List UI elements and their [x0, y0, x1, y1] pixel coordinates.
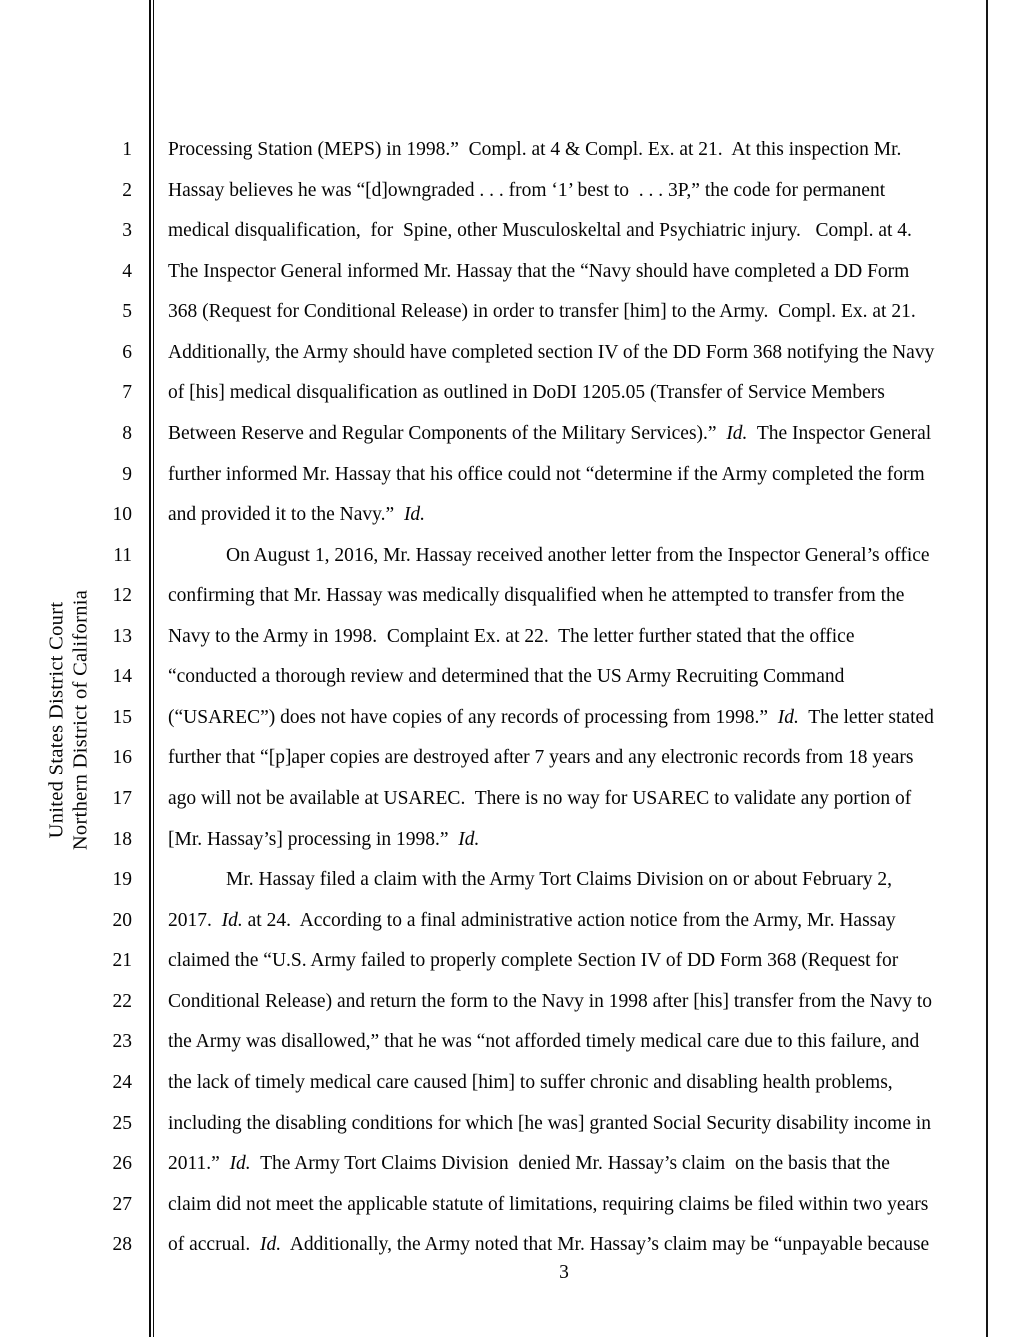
text-segment: On August 1, 2016, Mr. Hassay received another letter from the Inspector General’s office	[226, 544, 930, 566]
line-number: 23	[112, 1031, 132, 1053]
document-line	[0, 1063, 1023, 1104]
text-segment: The Inspector General	[747, 422, 932, 444]
line-text	[168, 698, 934, 739]
text-segment: further informed Mr. Hassay that his office could not “determine if the Army completed the form	[168, 463, 925, 485]
line-number: 10	[112, 504, 132, 526]
text-segment: claim did not meet the applicable statute of limitations, requiring claims be filed within two years	[168, 1193, 929, 1215]
line-text	[168, 495, 425, 536]
text-segment: 368 (Request for Conditional Release) in order to transfer [him] to the Army. Compl. Ex. at 21.	[168, 301, 916, 323]
document-line	[0, 1022, 1023, 1063]
text-segment: confirming that Mr. Hassay was medically disqualified when he attempted to transfer from the	[168, 585, 905, 607]
text-segment: Additionally, the Army should have completed section IV of the DD Form 368 notifying the Navy	[168, 341, 935, 363]
document-line	[0, 820, 1023, 861]
line-number: 17	[112, 788, 132, 809]
citation-italic: Id.	[260, 1234, 282, 1256]
document-line	[0, 1185, 1023, 1226]
line-number: 7	[122, 382, 132, 404]
text-segment: at 24. According to a final administrative action notice from the Army, Mr. Hassay	[242, 909, 896, 931]
text-segment: Mr. Hassay filed a claim with the Army Tort Claims Division on or about February 2,	[226, 869, 893, 891]
text-segment: “conducted a thorough review and determined that the US Army Recruiting Command	[168, 666, 845, 688]
text-segment: 2017.	[168, 909, 222, 931]
line-text	[168, 1022, 919, 1063]
document-line	[0, 1104, 1023, 1145]
line-number: 2	[122, 179, 132, 201]
document-line	[0, 455, 1023, 496]
line-number: 1	[122, 139, 132, 160]
citation-italic: Id.	[777, 706, 799, 728]
line-text	[168, 982, 932, 1023]
line-text	[168, 657, 844, 698]
document-line	[0, 738, 1023, 779]
text-segment: the lack of timely medical care caused [him] to suffer chronic and disabling health problems,	[168, 1071, 893, 1093]
line-text	[168, 211, 912, 252]
line-number: 11	[113, 544, 132, 566]
line-number: 14	[112, 666, 132, 688]
line-number: 19	[112, 869, 132, 891]
line-text	[168, 1104, 931, 1145]
document-line	[0, 171, 1023, 212]
text-segment: further that “[p]aper copies are destroyed after 7 years and any electronic records from 18 years	[168, 747, 914, 769]
document-line	[0, 536, 1023, 577]
line-number: 8	[122, 422, 132, 444]
document-line	[0, 373, 1023, 414]
line-number: 5	[122, 301, 132, 323]
document-line	[0, 657, 1023, 698]
text-segment: Conditional Release) and return the form to the Navy in 1998 after [his] transfer from the Navy to	[168, 990, 933, 1012]
line-number: 16	[112, 747, 132, 769]
line-text	[168, 455, 925, 496]
line-text	[168, 252, 909, 293]
citation-italic: Id.	[229, 1153, 251, 1175]
line-text	[226, 860, 892, 901]
document-line	[0, 414, 1023, 455]
line-number: 9	[122, 463, 132, 485]
line-text	[168, 1185, 928, 1226]
text-segment: (“USAREC”) does not have copies of any records of processing from 1998.”	[168, 706, 778, 728]
line-text	[168, 1063, 893, 1104]
line-number: 20	[112, 909, 132, 931]
text-segment: The letter stated	[798, 706, 934, 728]
court-caption-line1: United States District Court	[45, 601, 68, 839]
line-text	[168, 779, 911, 820]
text-segment: [Mr. Hassay’s] processing in 1998.”	[168, 828, 459, 850]
line-text	[168, 941, 898, 982]
line-text	[168, 576, 904, 617]
document-line	[0, 333, 1023, 374]
text-segment: and provided it to the Navy.”	[168, 504, 404, 526]
line-text	[168, 130, 901, 171]
document-line	[0, 1144, 1023, 1185]
line-text	[168, 617, 855, 658]
document-line	[0, 130, 1023, 171]
line-number: 21	[112, 950, 132, 972]
text-segment: Between Reserve and Regular Components of the Military Services).”	[168, 422, 727, 444]
text-segment: including the disabling conditions for which [he was] granted Social Security disability income in	[168, 1112, 932, 1134]
text-segment: 2011.”	[168, 1153, 230, 1175]
text-segment: Hassay believes he was “[d]owngraded . . . from ‘1’ best to . . . 3P,” the code for permanent	[168, 179, 886, 201]
line-number: 28	[112, 1234, 132, 1256]
document-line	[0, 495, 1023, 536]
citation-italic: Id.	[458, 828, 480, 850]
line-number: 15	[112, 706, 132, 728]
document-lines	[0, 130, 1023, 1266]
line-text	[168, 738, 914, 779]
line-text	[168, 333, 934, 374]
line-text	[168, 171, 885, 212]
text-segment: medical disqualification, for Spine, other Musculoskeltal and Psychiatric injury. Compl. at 4.	[168, 220, 912, 242]
line-number: 22	[112, 990, 132, 1012]
line-number: 12	[112, 585, 132, 607]
document-line	[0, 860, 1023, 901]
document-line	[0, 576, 1023, 617]
line-number: 24	[112, 1071, 132, 1093]
citation-italic: Id.	[726, 422, 748, 444]
line-number: 3	[122, 220, 132, 242]
line-text	[168, 292, 916, 333]
court-caption-line2: Northern District of California	[69, 589, 91, 851]
line-number: 27	[112, 1193, 132, 1215]
line-number: 18	[112, 828, 132, 850]
citation-italic: Id.	[221, 909, 243, 931]
document-line	[0, 941, 1023, 982]
text-segment: Processing Station (MEPS) in 1998.” Compl. at 4 & Compl. Ex. at 21. At this inspection Mr.	[168, 139, 902, 160]
document-line	[0, 982, 1023, 1023]
line-number: 6	[122, 341, 132, 363]
text-segment: of [his] medical disqualification as outlined in DoDI 1205.05 (Transfer of Service Members	[168, 382, 885, 404]
line-number: 13	[112, 625, 132, 647]
text-segment: Additionally, the Army noted that Mr. Hassay’s claim may be “unpayable because	[281, 1234, 930, 1256]
line-text	[168, 1144, 890, 1185]
page-number: 3	[559, 1262, 569, 1283]
text-segment: ago will not be available at USAREC. There is no way for USAREC to validate any portion of	[168, 788, 912, 809]
text-segment: The Inspector General informed Mr. Hassay that the “Navy should have completed a DD Form	[168, 260, 910, 282]
line-number: 4	[122, 260, 132, 282]
text-segment: claimed the “U.S. Army failed to properly complete Section IV of DD Form 368 (Request for	[168, 950, 899, 972]
text-segment: of accrual.	[168, 1234, 261, 1256]
line-text	[168, 820, 479, 861]
document-line	[0, 252, 1023, 293]
citation-italic: Id.	[403, 504, 426, 526]
line-number: 26	[112, 1153, 132, 1175]
line-text	[168, 901, 896, 942]
document-line	[0, 779, 1023, 820]
text-segment: the Army was disallowed,” that he was “not afforded timely medical care due to this failure, and	[168, 1031, 920, 1053]
document-line	[0, 617, 1023, 658]
line-text	[226, 536, 930, 577]
text-segment: The Army Tort Claims Division denied Mr. Hassay’s claim on the basis that the	[250, 1153, 890, 1175]
document-line	[0, 698, 1023, 739]
document-line	[0, 901, 1023, 942]
line-text	[168, 373, 885, 414]
line-number: 25	[112, 1112, 132, 1134]
line-text	[168, 414, 931, 455]
document-line	[0, 211, 1023, 252]
text-segment: Navy to the Army in 1998. Complaint Ex. at 22. The letter further stated that the office	[168, 625, 855, 647]
document-line	[0, 292, 1023, 333]
line-text	[168, 1225, 929, 1266]
document-line	[0, 1225, 1023, 1266]
